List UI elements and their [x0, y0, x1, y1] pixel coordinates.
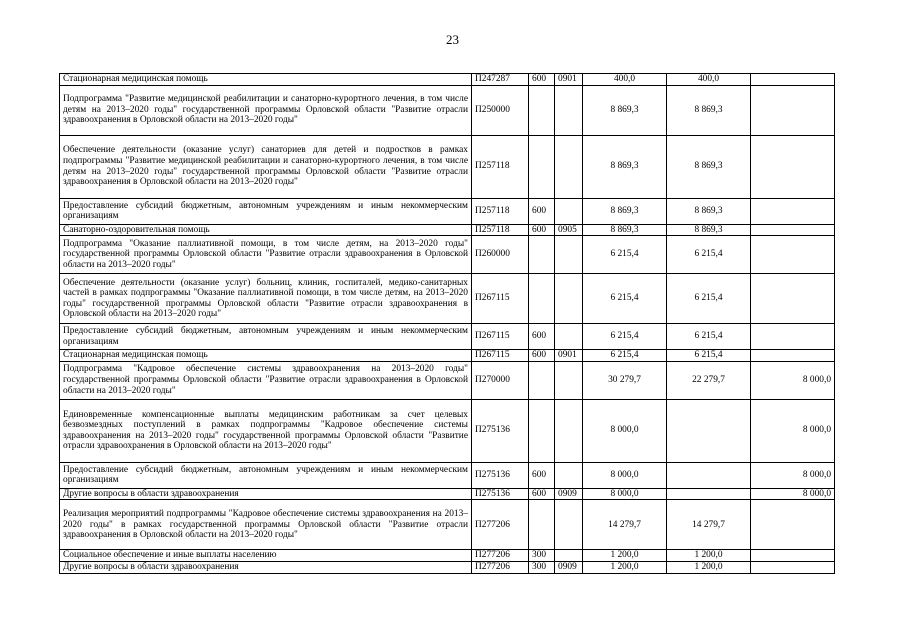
- amount-2: 8 869,3: [667, 135, 751, 198]
- table-body: [60, 74, 835, 574]
- table-row: [60, 135, 835, 198]
- section-code: [555, 462, 583, 488]
- table-row: [60, 488, 835, 500]
- row-name: Обеспечение деятельности (оказание услуг) больниц, клиник, госпиталей, медико-санитарных частей в рамках подпрограммы "Оказание паллиативной помощи, в том числе детям, на 2013–2020 годы" государственной программы Орловской области "Развитие отрасли здравоохранения в Орловской области на 2013–2020 годы": [60, 274, 472, 324]
- amount-1: 8 000,0: [583, 399, 667, 462]
- row-name: Другие вопросы в области здравоохранения: [60, 488, 472, 500]
- section-code: 0901: [555, 350, 583, 362]
- table-row: [60, 550, 835, 562]
- amount-1: 400,0: [583, 74, 667, 86]
- section-code: [555, 361, 583, 399]
- expense-type: 600: [529, 462, 555, 488]
- amount-3: [751, 198, 835, 224]
- amount-1: 6 215,4: [583, 350, 667, 362]
- row-name: Обеспечение деятельности (оказание услуг) санаториев для детей и подростков в рамках подпрограммы "Развитие медицинской реабилитации и санаторно-курортного лечения, в том числе детям на 2013–2020 годы" государственной программы Орловской области "Развитие отрасли здравоохранения в Орловской области на 2013–2020 годы": [60, 135, 472, 198]
- expense-type: [529, 236, 555, 274]
- expense-type: [529, 500, 555, 550]
- section-code: [555, 135, 583, 198]
- target-code: П260000: [472, 236, 529, 274]
- expense-type: 300: [529, 550, 555, 562]
- amount-3: 8 000,0: [751, 488, 835, 500]
- amount-3: 8 000,0: [751, 462, 835, 488]
- expense-type: [529, 399, 555, 462]
- amount-2: [667, 462, 751, 488]
- table-row: [60, 361, 835, 399]
- section-code: [555, 324, 583, 350]
- amount-1: 8 000,0: [583, 462, 667, 488]
- row-name: Предоставление субсидий бюджетным, автономным учреждениям и иным некоммерческим организациям: [60, 462, 472, 488]
- expense-type: 600: [529, 74, 555, 86]
- amount-3: [751, 324, 835, 350]
- target-code: П267115: [472, 324, 529, 350]
- expense-type: 600: [529, 198, 555, 224]
- target-code: П277206: [472, 500, 529, 550]
- target-code: П257118: [472, 224, 529, 236]
- row-name: Предоставление субсидий бюджетным, автономным учреждениям и иным некоммерческим организациям: [60, 324, 472, 350]
- amount-1: 8 000,0: [583, 488, 667, 500]
- target-code: П267115: [472, 350, 529, 362]
- row-name: Реализация мероприятий подпрограммы "Кадровое обеспечение системы здравоохранения на 2013–2020 годы" в рамках государственной программы Орловской области "Развитие отрасли здравоохранения в Орловской области на 2013–2020 годы": [60, 500, 472, 550]
- table-row: [60, 198, 835, 224]
- amount-2: 6 215,4: [667, 350, 751, 362]
- amount-1: 14 279,7: [583, 500, 667, 550]
- expense-type: [529, 135, 555, 198]
- table-row: [60, 462, 835, 488]
- table-row: [60, 350, 835, 362]
- row-name: Подпрограмма "Кадровое обеспечение системы здравоохранения на 2013–2020 годы" государственной программы Орловской области "Развитие отрасли здравоохранения в Орловской области на 2013–2020 годы": [60, 361, 472, 399]
- target-code: П267115: [472, 274, 529, 324]
- amount-1: 1 200,0: [583, 550, 667, 562]
- amount-3: [751, 236, 835, 274]
- amount-3: [751, 135, 835, 198]
- section-code: [555, 399, 583, 462]
- row-name: Другие вопросы в области здравоохранения: [60, 561, 472, 573]
- table-row: [60, 224, 835, 236]
- expense-type: [529, 274, 555, 324]
- amount-2: [667, 488, 751, 500]
- target-code: П275136: [472, 488, 529, 500]
- amount-1: 8 869,3: [583, 85, 667, 135]
- section-code: [555, 236, 583, 274]
- amount-2: 1 200,0: [667, 550, 751, 562]
- target-code: П277206: [472, 561, 529, 573]
- amount-2: 22 279,7: [667, 361, 751, 399]
- section-code: 0905: [555, 224, 583, 236]
- amount-2: [667, 399, 751, 462]
- row-name: Санаторно-оздоровительная помощь: [60, 224, 472, 236]
- target-code: П257118: [472, 135, 529, 198]
- row-name: Социальное обеспечение и иные выплаты населению: [60, 550, 472, 562]
- amount-3: 8 000,0: [751, 361, 835, 399]
- amount-1: 6 215,4: [583, 236, 667, 274]
- amount-1: 8 869,3: [583, 224, 667, 236]
- target-code: П270000: [472, 361, 529, 399]
- expense-type: [529, 85, 555, 135]
- table-row: [60, 236, 835, 274]
- table-row: [60, 274, 835, 324]
- amount-3: [751, 85, 835, 135]
- row-name: Подпрограмма "Развитие медицинской реабилитации и санаторно-курортного лечения, в том числе детям на 2013–2020 годы" государственной программы Орловской области "Развитие отрасли здравоохранения в Орловской области на 2013–2020 годы": [60, 85, 472, 135]
- section-code: [555, 85, 583, 135]
- table-row: [60, 399, 835, 462]
- amount-3: 8 000,0: [751, 399, 835, 462]
- amount-2: 6 215,4: [667, 324, 751, 350]
- table-row: [60, 324, 835, 350]
- target-code: П247287: [472, 74, 529, 86]
- amount-1: 8 869,3: [583, 198, 667, 224]
- table-row: [60, 74, 835, 86]
- amount-1: 1 200,0: [583, 561, 667, 573]
- amount-3: [751, 74, 835, 86]
- page-number: 23: [446, 32, 459, 47]
- amount-1: 6 215,4: [583, 324, 667, 350]
- table-row: [60, 85, 835, 135]
- target-code: П275136: [472, 399, 529, 462]
- section-code: 0909: [555, 488, 583, 500]
- target-code: П277206: [472, 550, 529, 562]
- amount-2: 1 200,0: [667, 561, 751, 573]
- expense-type: 600: [529, 324, 555, 350]
- row-name: Единовременные компенсационные выплаты медицинским работникам за счет целевых безвозмездных поступлений в рамках подпрограммы "Кадровое обеспечение системы здравоохранения на 2013–2020 годы" государственной программы Орловской области "Развитие отрасли здравоохранения в Орловской области на 2013–2020 годы": [60, 399, 472, 462]
- table-row: [60, 500, 835, 550]
- row-name: Стационарная медицинская помощь: [60, 74, 472, 86]
- expense-type: [529, 361, 555, 399]
- amount-2: 6 215,4: [667, 236, 751, 274]
- amount-2: 8 869,3: [667, 224, 751, 236]
- amount-3: [751, 500, 835, 550]
- table-row: [60, 561, 835, 573]
- section-code: 0909: [555, 561, 583, 573]
- amount-1: 8 869,3: [583, 135, 667, 198]
- section-code: [555, 500, 583, 550]
- target-code: П257118: [472, 198, 529, 224]
- amount-3: [751, 550, 835, 562]
- amount-1: 6 215,4: [583, 274, 667, 324]
- row-name: Стационарная медицинская помощь: [60, 350, 472, 362]
- budget-table: [59, 73, 835, 574]
- expense-type: 600: [529, 350, 555, 362]
- amount-3: [751, 561, 835, 573]
- section-code: 0901: [555, 74, 583, 86]
- amount-1: 30 279,7: [583, 361, 667, 399]
- target-code: П275136: [472, 462, 529, 488]
- expense-type: 300: [529, 561, 555, 573]
- section-code: [555, 198, 583, 224]
- section-code: [555, 550, 583, 562]
- amount-2: 8 869,3: [667, 198, 751, 224]
- section-code: [555, 274, 583, 324]
- target-code: П250000: [472, 85, 529, 135]
- amount-3: [751, 224, 835, 236]
- expense-type: 600: [529, 224, 555, 236]
- amount-3: [751, 350, 835, 362]
- row-name: Предоставление субсидий бюджетным, автономным учреждениям и иным некоммерческим организациям: [60, 198, 472, 224]
- expense-type: 600: [529, 488, 555, 500]
- amount-2: 6 215,4: [667, 274, 751, 324]
- amount-2: 400,0: [667, 74, 751, 86]
- amount-2: 8 869,3: [667, 85, 751, 135]
- amount-2: 14 279,7: [667, 500, 751, 550]
- amount-3: [751, 274, 835, 324]
- row-name: Подпрограмма "Оказание паллиативной помощи, в том числе детям, на 2013–2020 годы" государственной программы Орловской области "Развитие отрасли здравоохранения в Орловской области на 2013–2020 годы": [60, 236, 472, 274]
